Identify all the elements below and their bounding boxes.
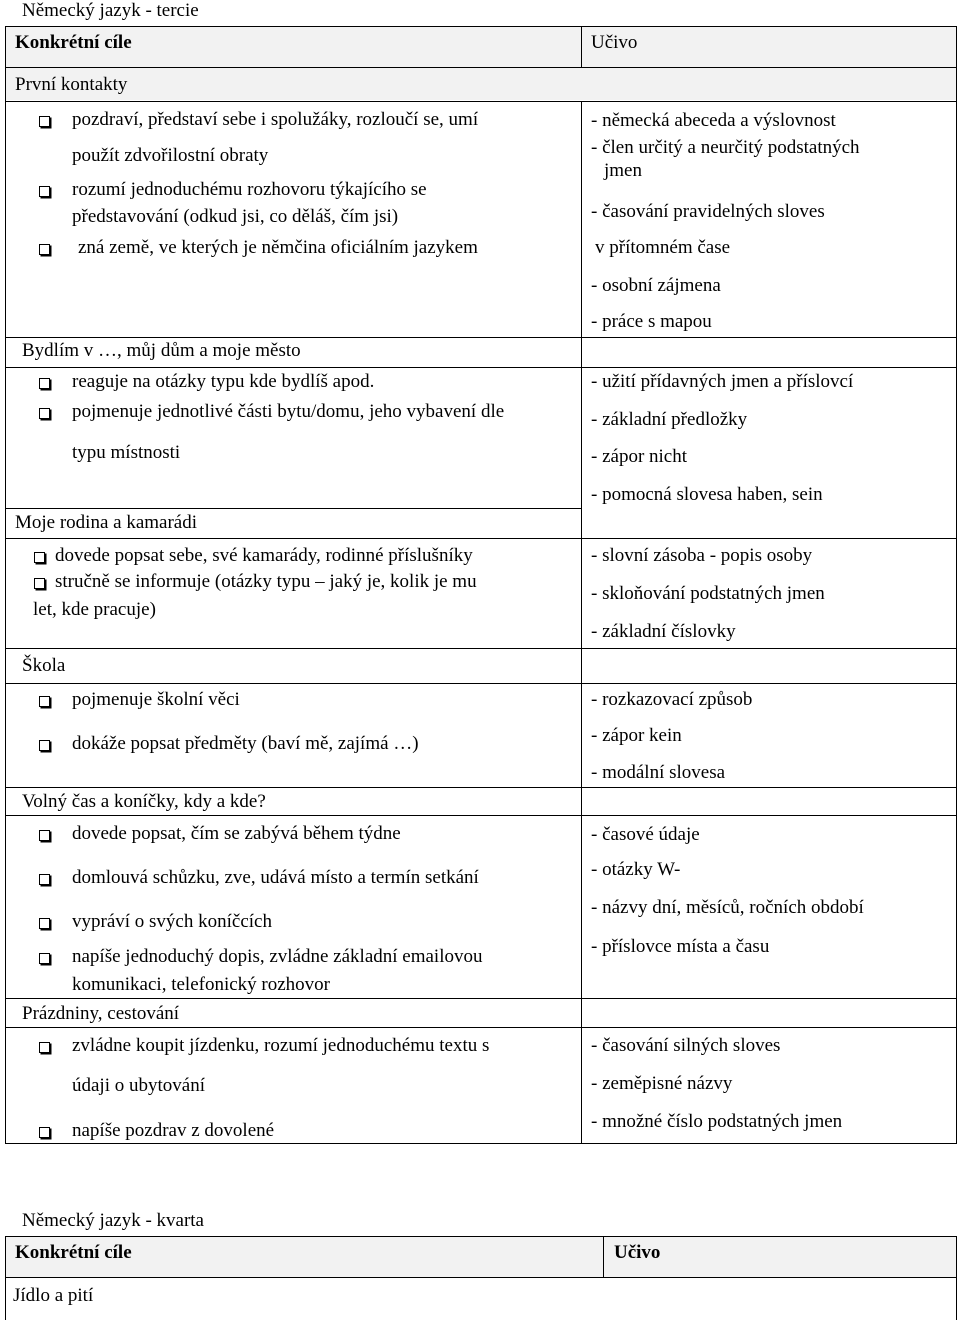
goal-text: dovede popsat sebe, své kamarády, rodinné příslušníky <box>55 545 473 566</box>
table-rule <box>581 101 582 1144</box>
column-header-curriculum: Učivo <box>591 32 638 53</box>
table-rule <box>5 683 956 684</box>
column-header-curriculum: Učivo <box>614 1242 661 1263</box>
goal-text: typu místnosti <box>72 442 181 463</box>
topic-text: - časování pravidelných sloves <box>591 201 825 222</box>
table-rule <box>5 67 956 68</box>
topic-text: - množné číslo podstatných jmen <box>591 1111 843 1132</box>
section-row-shade <box>5 67 956 100</box>
section-title-tercie: Německý jazyk - tercie <box>22 0 199 21</box>
topic-text: - člen určitý a neurčitý podstatných <box>591 137 860 158</box>
checkbox-bullet-icon <box>39 186 50 197</box>
table-rule <box>5 815 956 816</box>
table-rule <box>5 648 956 649</box>
topic-text: - zápor kein <box>591 725 682 746</box>
goal-text: zvládne koupit jízdenku, rozumí jednoduchému textu s <box>72 1035 490 1056</box>
goal-text: představování (odkud jsi, co děláš, čím jsi) <box>72 206 399 227</box>
table-rule <box>5 26 6 1144</box>
table-rule <box>5 101 956 102</box>
checkbox-bullet-icon <box>39 1042 50 1053</box>
section-heading: Bydlím v …, můj dům a moje město <box>22 340 301 361</box>
topic-text: - zeměpisné názvy <box>591 1073 733 1094</box>
topic-text: - základní předložky <box>591 409 748 430</box>
topic-text: - příslovce místa a času <box>591 936 770 957</box>
topic-text: - německá abeceda a výslovnost <box>591 110 836 131</box>
section-heading: Škola <box>22 655 66 676</box>
goal-text: komunikaci, telefonický rozhovor <box>72 974 331 995</box>
topic-text: - otázky W- <box>591 859 681 880</box>
header-row-shade <box>5 27 956 67</box>
checkbox-bullet-icon <box>39 953 50 964</box>
goal-text: rozumí jednoduchému rozhovoru týkajícího se <box>72 179 427 200</box>
table-rule <box>581 1143 957 1144</box>
topic-text: - názvy dní, měsíců, ročních období <box>591 897 864 918</box>
goal-text: stručně se informuje (otázky typu – jaký je, kolik je mu <box>55 571 477 592</box>
topic-text: jmen <box>604 160 642 181</box>
column-header-goals: Konkrétní cíle <box>15 32 132 53</box>
goal-text: vypráví o svých koníčcích <box>72 911 272 932</box>
table-rule <box>5 1027 956 1028</box>
section-title-kvarta: Německý jazyk - kvarta <box>22 1210 204 1231</box>
column-header-goals: Konkrétní cíle <box>15 1242 132 1263</box>
topic-text: - užití přídavných jmen a příslovcí <box>591 371 854 392</box>
section-heading: Jídlo a pití <box>13 1285 94 1306</box>
goal-text: napíše jednoduchý dopis, zvládne základní emailovou <box>72 946 483 967</box>
goal-text: údaji o ubytování <box>72 1075 205 1096</box>
section-heading: První kontakty <box>15 74 128 95</box>
goal-text: pozdraví, představí sebe i spolužáky, rozloučí se, umí <box>72 109 479 130</box>
topic-text: - modální slovesa <box>591 762 726 783</box>
table-rule <box>5 1236 956 1237</box>
goal-text: použít zdvořilostní obraty <box>72 145 269 166</box>
goal-text: reaguje na otázky typu kde bydlíš apod. <box>72 371 375 392</box>
checkbox-bullet-icon <box>39 116 50 127</box>
checkbox-bullet-icon <box>39 244 50 255</box>
table-rule <box>5 1143 581 1144</box>
checkbox-bullet-icon <box>39 1127 50 1138</box>
table-rule <box>5 1277 956 1278</box>
table-rule <box>5 337 956 338</box>
topic-text: - slovní zásoba - popis osoby <box>591 545 813 566</box>
topic-text: - časové údaje <box>591 824 700 845</box>
checkbox-bullet-icon <box>39 408 50 419</box>
topic-text: - práce s mapou <box>591 311 712 332</box>
topic-text: - zápor nicht <box>591 446 688 467</box>
topic-text: - osobní zájmena <box>591 275 721 296</box>
table-rule <box>956 26 957 1144</box>
checkbox-bullet-icon <box>34 578 45 589</box>
table-rule <box>5 1236 6 1320</box>
checkbox-bullet-icon <box>39 696 50 707</box>
checkbox-bullet-icon <box>39 740 50 751</box>
goal-text: dovede popsat, čím se zabývá během týdne <box>72 823 401 844</box>
checkbox-bullet-icon <box>34 552 45 563</box>
checkbox-bullet-icon <box>39 830 50 841</box>
table-rule <box>603 1236 604 1278</box>
table-rule <box>5 508 581 509</box>
topic-text: - časování silných sloves <box>591 1035 781 1056</box>
section-heading: Moje rodina a kamarádi <box>15 512 198 533</box>
goal-text: domlouvá schůzku, zve, udává místo a termín setkání <box>72 867 479 888</box>
topic-text: - základní číslovky <box>591 621 736 642</box>
goal-text: zná země, ve kterých je němčina oficiálním jazykem <box>78 237 478 258</box>
topic-text: v přítomném čase <box>595 237 731 258</box>
goal-text: napíše pozdrav z dovolené <box>72 1120 275 1141</box>
goal-text: pojmenuje jednotlivé části bytu/domu, jeho vybavení dle <box>72 401 505 422</box>
checkbox-bullet-icon <box>39 874 50 885</box>
section-heading: Volný čas a koníčky, kdy a kde? <box>22 791 266 812</box>
table-rule <box>5 998 956 999</box>
goal-text: pojmenuje školní věci <box>72 689 240 710</box>
topic-text: - rozkazovací způsob <box>591 689 753 710</box>
header-row-shade <box>5 1237 956 1277</box>
table-rule <box>956 1236 957 1320</box>
checkbox-bullet-icon <box>39 918 50 929</box>
topic-text: - skloňování podstatných jmen <box>591 583 825 604</box>
checkbox-bullet-icon <box>39 378 50 389</box>
goal-text: dokáže popsat předměty (baví mě, zajímá …) <box>72 733 419 754</box>
table-rule <box>5 787 956 788</box>
table-rule <box>5 538 956 539</box>
topic-text: - pomocná slovesa haben, sein <box>591 484 823 505</box>
goal-text: let, kde pracuje) <box>33 599 156 620</box>
section-heading: Prázdniny, cestování <box>22 1003 180 1024</box>
table-rule <box>5 367 956 368</box>
table-rule <box>581 26 582 68</box>
table-rule <box>5 26 956 27</box>
